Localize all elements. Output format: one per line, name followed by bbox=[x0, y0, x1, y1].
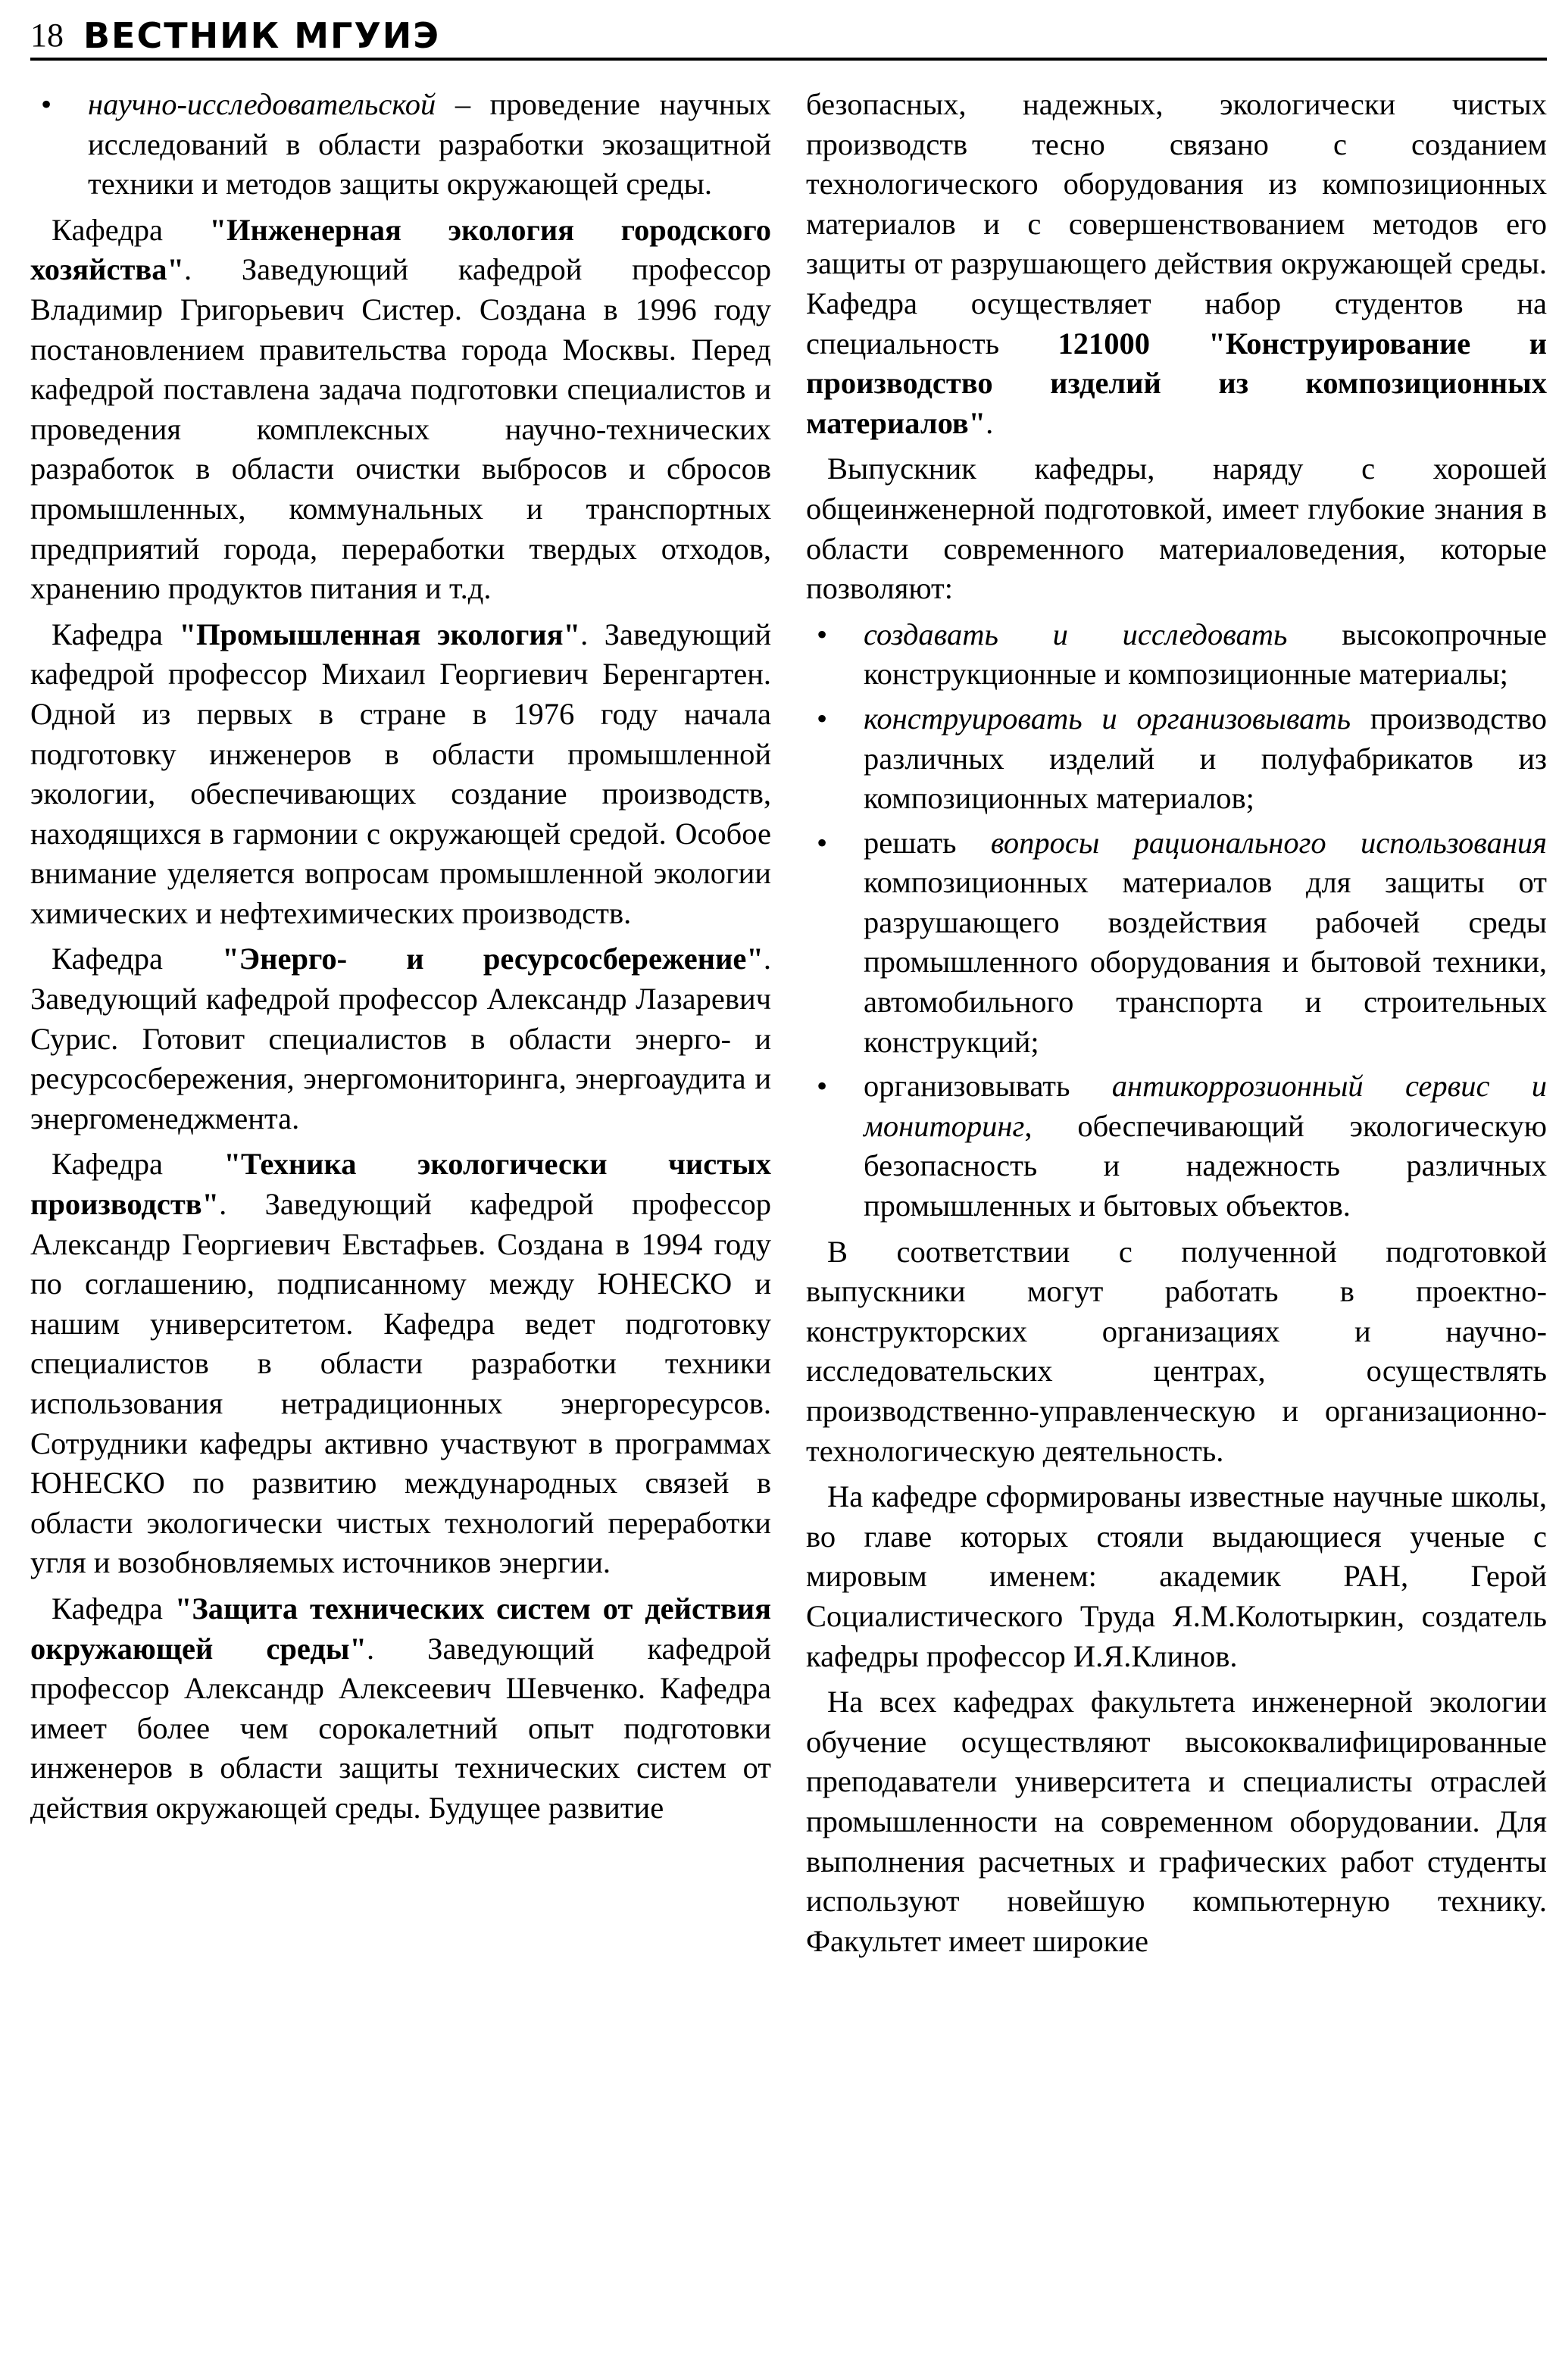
skill-term: вопросы рационального использования bbox=[990, 825, 1547, 860]
intro-bullet-list bbox=[30, 85, 771, 205]
department-paragraph bbox=[30, 211, 771, 609]
department-name: "Инженерная экология городского хозяйства" bbox=[30, 212, 771, 287]
department-paragraph bbox=[30, 1589, 771, 1829]
department-paragraph bbox=[30, 615, 771, 934]
skill-text: композиционных материалов для защиты от разрушающего воздействия рабочей среды промышленного оборудования и бытовой техники, автомобильного транспорта и строительных конструкций; bbox=[864, 865, 1547, 1059]
department-paragraph bbox=[30, 1145, 771, 1583]
careers-paragraph: В соответствии с полученной подготовкой выпускники могут работать в проектно-конструкторских организациях и научно-исследовательских центрах, осуществлять производственно-управленческую и организационно-технологическую деятельность. bbox=[806, 1234, 1547, 1468]
sentence-end: . bbox=[986, 405, 994, 440]
right-column bbox=[806, 85, 1547, 1967]
department-name: "Техника экологически чистых производств" bbox=[30, 1147, 771, 1222]
teaching-paragraph: На всех кафедрах факультета инженерной экологии обучение осуществляют высококвалифицированные преподаватели университета и специалисты отраслей промышленности на современном оборудовании. Для выполнения расчетных и графических работ студенты используют новейшую компьютерную технику. Факультет имеет широкие bbox=[806, 1685, 1547, 1958]
skills-bullet-list bbox=[806, 615, 1547, 1226]
list-item bbox=[806, 1067, 1547, 1226]
bullet-marker: • bbox=[817, 701, 828, 736]
department-text: . Заведующий кафедрой профессор Александр Алексеевич Шевченко. Кафедра имеет более чем сорокалетний опыт подготовки инженеров в области защиты технических систем от действия окружающей среды. Будущее развитие bbox=[30, 1631, 771, 1825]
skill-prefix: организовывать bbox=[864, 1069, 1112, 1104]
department-name: "Промышленная экология" bbox=[179, 617, 581, 651]
department-prefix: Кафедра bbox=[52, 212, 210, 247]
graduate-intro-paragraph: Выпускник кафедры, наряду с хорошей общеинженерной подготовкой, имеет глубокие знания в области современного материаловедения, которые позволяют: bbox=[806, 451, 1547, 606]
list-item bbox=[806, 823, 1547, 1063]
department-name: "Защита технических систем от действия окружающей среды" bbox=[30, 1591, 771, 1666]
left-column bbox=[30, 85, 771, 1835]
specialty-name: 121000 "Конструирование и производство изделий из композиционных материалов" bbox=[806, 326, 1547, 440]
list-item bbox=[806, 615, 1547, 695]
continuation-text: безопасных, надежных, экологически чистых производств тесно связано с созданием технологического оборудования из композиционных материалов и с совершенствованием методов его защиты от разрушающего действия окружающей среды. Кафедра осуществляет набор студентов на специальность bbox=[806, 87, 1547, 361]
skill-term: конструировать и организовывать bbox=[864, 701, 1351, 736]
department-text: . Заведующий кафедрой профессор Александр Лазаревич Сурис. Готовит специалистов в области энерго- и ресурсосбережения, энергомониторинга, энергоаудита и энергоменеджмента. bbox=[30, 942, 771, 1135]
journal-title: ВЕСТНИК МГУИЭ bbox=[83, 15, 441, 56]
page-number: 18 bbox=[30, 17, 64, 54]
list-item bbox=[806, 699, 1547, 819]
skill-term: антикоррозионный сервис и мониторинг bbox=[864, 1069, 1547, 1143]
page-header bbox=[30, 11, 1547, 61]
department-text: . Заведующий кафедрой профессор Владимир Григорьевич Систер. Создана в 1996 году постановлением правительства города Москвы. Перед кафедрой поставлена задача подготовки специалистов и проведения комплексных научно-технических разработок в области очистки выбросов и сбросов промышленных, коммунальных и транспортных предприятий города, переработки твердых отходов, хранению продуктов питания и т.д. bbox=[30, 252, 771, 606]
bullet-marker: • bbox=[817, 825, 828, 860]
department-prefix: Кафедра bbox=[52, 1591, 175, 1626]
bullet-marker: • bbox=[41, 87, 52, 121]
activity-term: научно-исследовательской bbox=[88, 87, 436, 121]
department-text: . Заведующий кафедрой профессор Михаил Георгиевич Беренгартен. Одной из первых в стране в 1976 году начала подготовку инженеров в области промышленной экологии, обеспечивающих создание производств, находящихся в гармонии с окружающей средой. Особое внимание уделяется вопросам промышленной экологии химических и нефтехимических производств. bbox=[30, 617, 771, 930]
department-name: "Энерго- и ресурсосбережение" bbox=[222, 942, 764, 976]
department-paragraph bbox=[30, 939, 771, 1138]
department-prefix: Кафедра bbox=[52, 942, 223, 976]
bullet-marker: • bbox=[817, 617, 828, 651]
activity-text: – проведение научных исследований в области разработки экозащитной техники и методов защиты окружающей среды. bbox=[88, 87, 771, 201]
schools-paragraph: На кафедре сформированы известные научные школы, во главе которых стояли выдающиеся ученые с мировым именем: академик РАН, Герой Социалистического Труда Я.М.Колотыркин, создатель кафедры профессор И.Я.Клинов. bbox=[806, 1479, 1547, 1673]
skill-text: производство различных изделий и полуфабрикатов из композиционных материалов; bbox=[864, 701, 1547, 816]
department-prefix: Кафедра bbox=[52, 617, 180, 651]
department-prefix: Кафедра bbox=[52, 1147, 224, 1182]
skill-text: , обеспечивающий экологическую безопасность и надежность различных промышленных и бытовых объектов. bbox=[864, 1108, 1547, 1223]
continuation-paragraph bbox=[806, 85, 1547, 443]
skill-term: создавать и исследовать bbox=[864, 617, 1288, 651]
list-item bbox=[30, 85, 771, 205]
skill-text: высокопрочные конструкционные и композиционные материалы; bbox=[864, 617, 1547, 692]
skill-prefix: решать bbox=[864, 825, 991, 860]
department-text: . Заведующий кафедрой профессор Александр Георгиевич Евстафьев. Создана в 1994 году по соглашению, подписанному между ЮНЕСКО и нашим университетом. Кафедра ведет подготовку специалистов в области разработки техники использования нетрадиционных энергоресурсов. Сотрудники кафедры активно участвуют в программах ЮНЕСКО по развитию международных связей в области экологически чистых технологий переработки угля и возобновляемых источников энергии. bbox=[30, 1187, 771, 1580]
bullet-marker: • bbox=[817, 1069, 828, 1104]
